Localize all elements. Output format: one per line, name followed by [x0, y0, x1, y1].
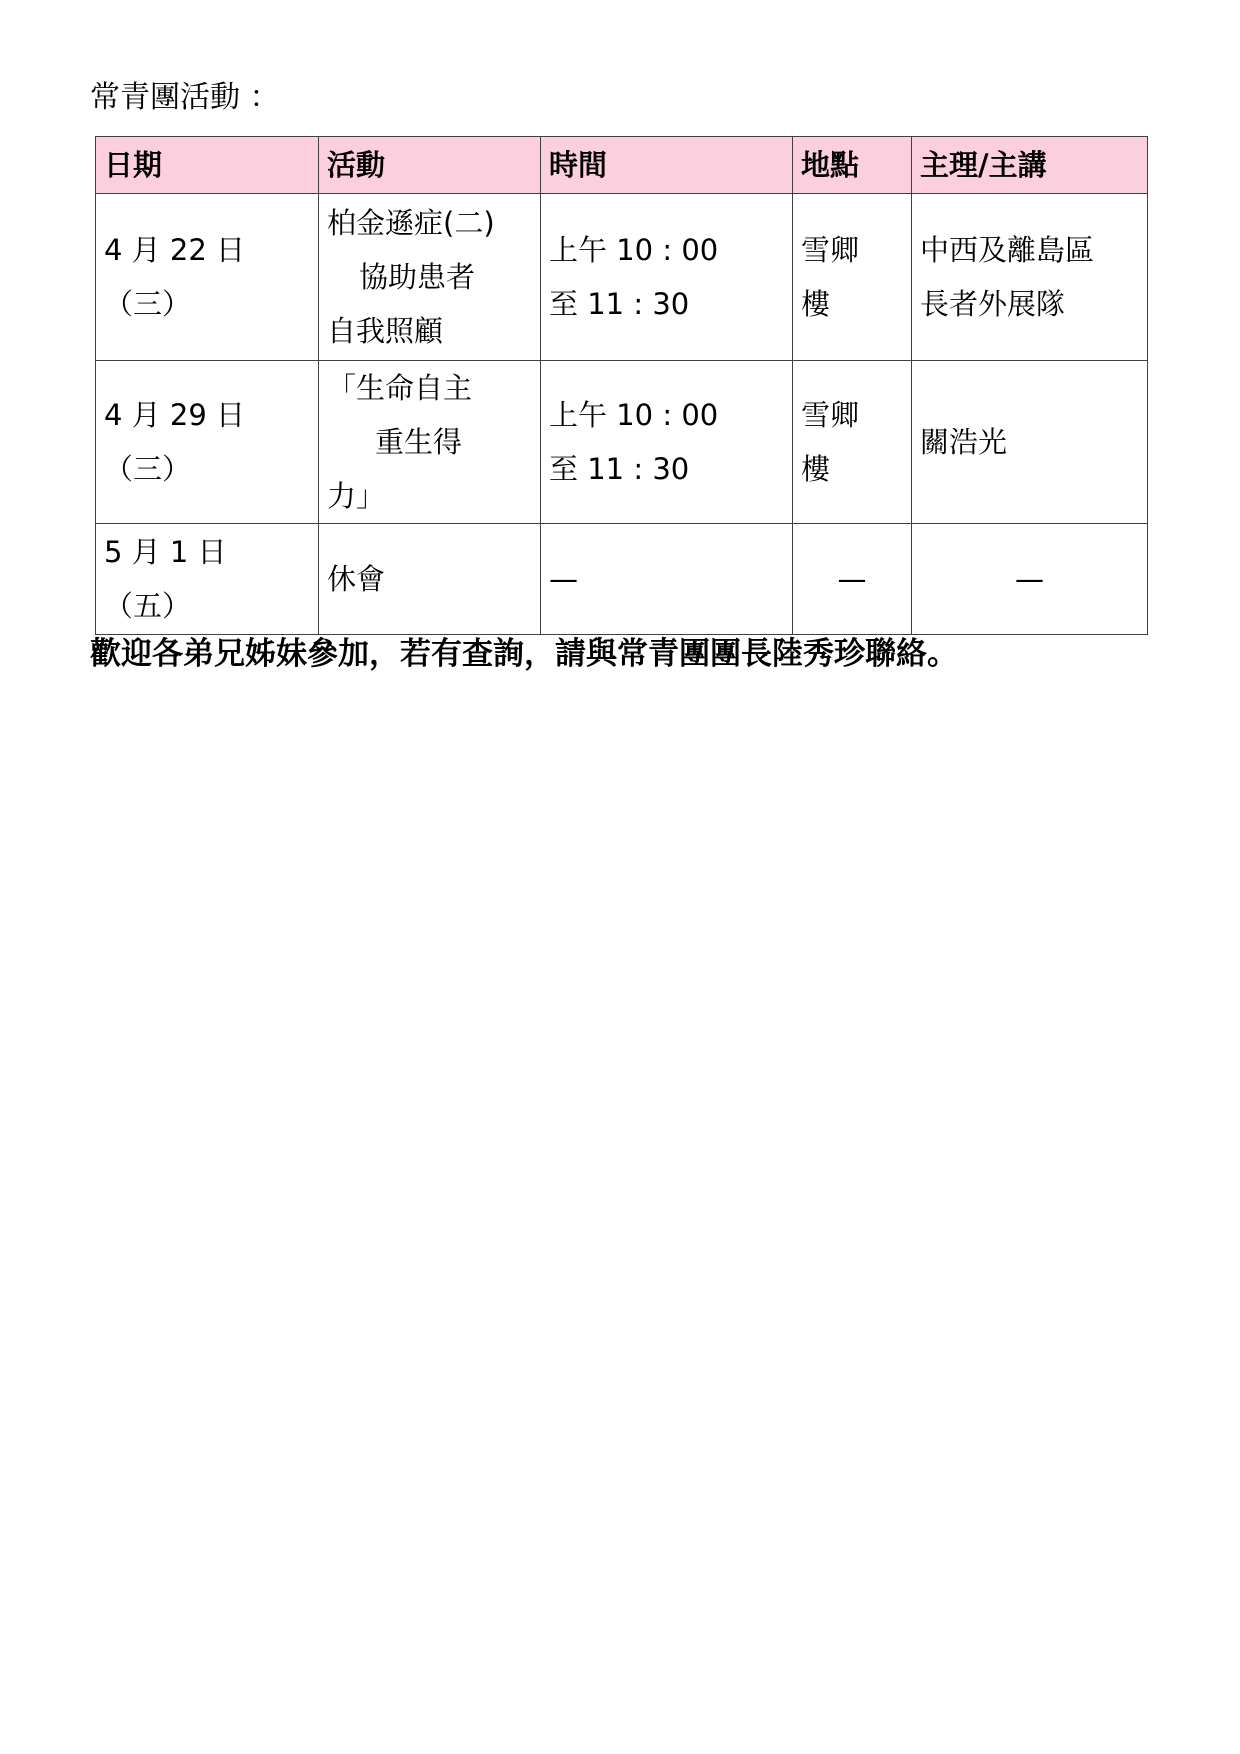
date-text: 4 月 22 日: [104, 233, 246, 267]
activity-line: 協助患者: [359, 260, 476, 294]
host-dash: —: [1015, 562, 1044, 596]
time-start: 上午 10 : 00: [549, 398, 719, 432]
page-title: 常青團活動 ：: [90, 80, 280, 115]
cell-activity: [319, 524, 541, 635]
location-dash: —: [837, 562, 867, 596]
location-line: 樓: [801, 287, 831, 321]
weekday-text: （三）: [104, 287, 192, 321]
location-line: 樓: [801, 452, 831, 486]
header-host: 主理/主講: [912, 137, 1148, 194]
date-text: 4 月 29 日: [104, 398, 246, 432]
time-dash: —: [549, 562, 578, 596]
activity-line: 力」: [327, 479, 386, 513]
cell-date: [96, 194, 319, 361]
table-row: [96, 524, 1148, 635]
location-line: 雪卿: [801, 233, 860, 267]
cell-time: [541, 361, 793, 524]
cell-activity: [319, 194, 541, 361]
activity-line: 「生命自主: [327, 371, 473, 405]
cell-host: [912, 194, 1148, 361]
weekday-text: （三）: [104, 452, 192, 486]
cell-time: [541, 194, 793, 361]
activity-line: 休會: [327, 562, 386, 596]
cell-host: [912, 524, 1148, 635]
activity-line: 自我照顧: [327, 314, 444, 348]
cell-activity: [319, 361, 541, 524]
time-end: 至 11 : 30: [549, 452, 690, 486]
cell-host: [912, 361, 1148, 524]
host-line: 關浩光: [920, 425, 1008, 459]
host-line: 中西及離島區: [920, 233, 1095, 267]
date-text: 5 月 1 日: [104, 535, 227, 569]
header-location: 地點: [793, 137, 912, 194]
location-line: 雪卿: [801, 398, 860, 432]
cell-time: [541, 524, 793, 635]
cell-date: [96, 524, 319, 635]
header-activity: 活動: [319, 137, 541, 194]
cell-location: [793, 524, 912, 635]
header-date: 日期: [96, 137, 319, 194]
cell-date: [96, 361, 319, 524]
activity-line: 柏金遜症(二): [327, 206, 495, 240]
table-row: [96, 361, 1148, 524]
table-row: [96, 194, 1148, 361]
activity-line: 重生得: [375, 425, 463, 459]
time-start: 上午 10 : 00: [549, 233, 719, 267]
activity-schedule-table: [95, 136, 1148, 635]
footer-note: 歡迎各弟兄姊妹參加，若有查詢，請與常青團團長陸秀珍聯絡。: [90, 636, 958, 672]
time-end: 至 11 : 30: [549, 287, 690, 321]
cell-location: [793, 194, 912, 361]
cell-location: [793, 361, 912, 524]
header-time: 時間: [541, 137, 793, 194]
table-header-row: [96, 137, 1148, 194]
weekday-text: （五）: [104, 589, 192, 623]
host-line: 長者外展隊: [920, 287, 1066, 321]
